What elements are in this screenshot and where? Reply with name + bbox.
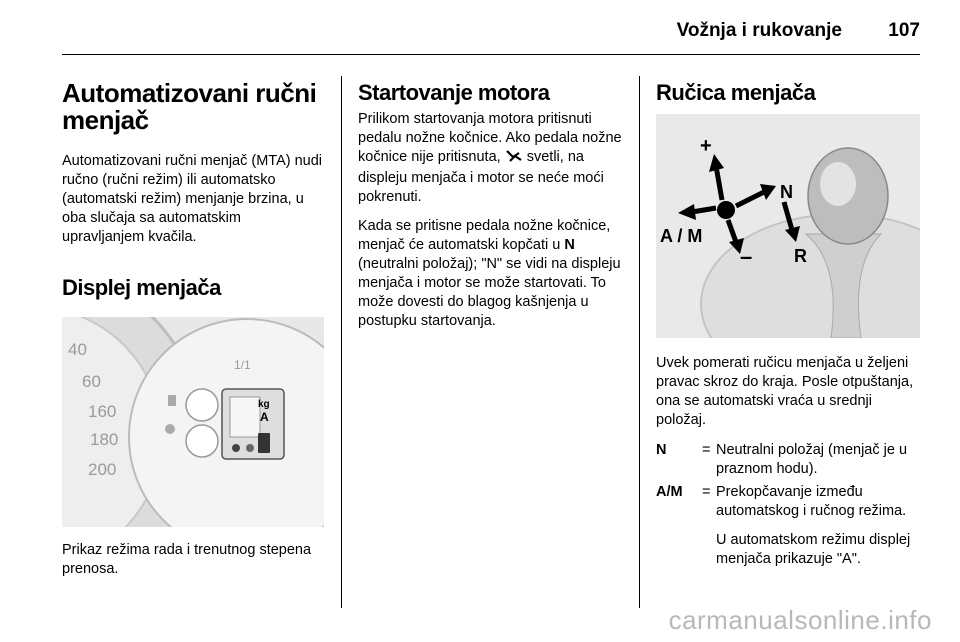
definition-row xyxy=(656,483,922,521)
figure-caption: Prikaz režima rada i trenutnog stepena prenosa. xyxy=(62,542,312,577)
section-heading-lever: Ručica menjača xyxy=(656,80,816,105)
minus-label: – xyxy=(740,244,753,269)
column-divider xyxy=(341,76,342,608)
neutral-letter: N xyxy=(564,237,575,253)
speed-label: 180 xyxy=(90,430,119,449)
neutral-label: N xyxy=(780,182,793,202)
display-kg-label: kg xyxy=(258,399,270,410)
column-1 xyxy=(62,80,324,579)
definition-equals: = xyxy=(702,442,711,458)
section-heading-amt: Automatizovani ručni menjač xyxy=(62,78,317,135)
intro-paragraph: Automatizovani ručni menjač (MTA) nudi ručno (ručni režim) ili automatsko (automatski režim) menjanje brzina, u oba slučaja sa automatskim upravljanjem kvačila. xyxy=(62,153,323,245)
lever-paragraph: Uvek pomerati ručicu menjača u željeni pravac skroz do kraja. Posle otpuštanja, ona se automatski vraća u srednji položaj. xyxy=(656,355,914,428)
start-text: Prilikom startovanja motora pritisnuti pedalu nožne kočnice. Ako pedala nožne kočnice nije pritisnuta, xyxy=(358,111,622,165)
chapter-title: Vožnja i rukovanje xyxy=(676,20,842,41)
brake-pedal-icon xyxy=(505,149,523,169)
column-divider xyxy=(639,76,640,608)
start-paragraph-1 xyxy=(358,110,626,207)
fuel-scale-label: 1/1 xyxy=(234,358,251,372)
definition-extra: U automatskom režimu displej menjača prikazuje "A". xyxy=(716,532,911,567)
gear-lever-illustration xyxy=(656,114,920,338)
start-paragraph-2 xyxy=(358,217,626,331)
display-mode-label: A xyxy=(260,410,269,424)
page-number: 107 xyxy=(888,20,920,41)
subheading-display: Displej menjača xyxy=(62,275,221,300)
start-text: svetli, na displeju menjača i motor se neće moći pokrenuti. xyxy=(358,149,604,205)
speed-label: 60 xyxy=(82,372,101,391)
start-text: (neutralni položaj); "N" se vidi na displeju menjača i motor se može startovati. To može dovesti do blagog kašnjenja u postupku startovanja. xyxy=(358,256,621,329)
definition-value: Prekopčavanje između automatskog i ručnog režima. xyxy=(716,484,907,519)
reverse-label: R xyxy=(794,246,807,266)
column-3 xyxy=(656,80,922,569)
definition-value: Neutralni položaj (menjač je u praznom hodu). xyxy=(716,442,908,477)
start-text: Kada se pritisne pedala nožne kočnice, menjač će automatski kopčati u xyxy=(358,218,611,253)
section-heading-start: Startovanje motora xyxy=(358,80,550,105)
speed-label: 160 xyxy=(88,402,117,421)
auto-manual-label: A / M xyxy=(660,226,703,246)
definition-key: A/M xyxy=(656,484,683,500)
gear-display-illustration xyxy=(62,317,324,527)
page-header xyxy=(62,0,920,55)
definition-row xyxy=(656,531,922,569)
watermark: carmanualsonline.info xyxy=(668,605,932,635)
plus-label: + xyxy=(700,135,712,157)
speed-label: 200 xyxy=(88,460,117,479)
column-2 xyxy=(358,80,626,331)
definition-row xyxy=(656,441,922,479)
speed-label: 40 xyxy=(68,340,87,359)
definition-key: N xyxy=(656,442,667,458)
definition-equals: = xyxy=(702,484,711,500)
